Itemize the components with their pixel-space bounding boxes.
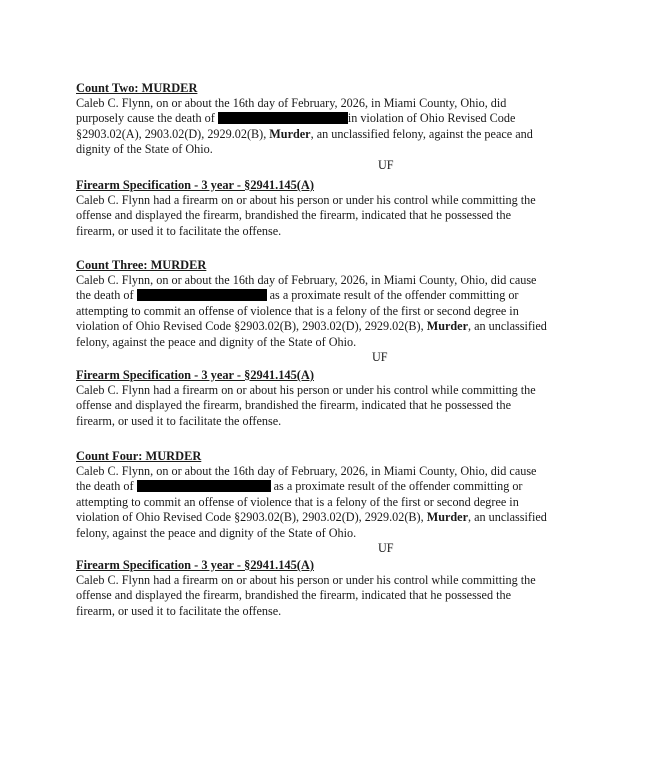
firearm-spec-four-line-1: Caleb C. Flynn had a firearm on or about his person or under his control while committing the xyxy=(76,573,536,587)
count-four-line-2 xyxy=(76,479,596,494)
firearm-spec-two-line-1: Caleb C. Flynn had a firearm on or about his person or under his control while committing the xyxy=(76,193,536,207)
count-four-line-2a: the death of xyxy=(76,479,134,494)
redaction-bar xyxy=(218,112,348,124)
firearm-spec-three-line-3: firearm, or used it to facilitate the offense. xyxy=(76,413,282,428)
firearm-spec-three-line-1: Caleb C. Flynn had a firearm on or about his person or under his control while committing the xyxy=(76,383,536,397)
count-three-uf: UF xyxy=(372,350,388,365)
count-two-heading: Count Two: MURDER xyxy=(76,81,198,95)
count-four-line-2b: as a proximate result of the offender committing or xyxy=(273,479,523,494)
count-three-line-4 xyxy=(76,319,596,334)
count-two-line-2a: purposely cause the death of xyxy=(76,111,215,126)
count-three-heading: Count Three: MURDER xyxy=(76,258,207,272)
firearm-spec-three-heading: Firearm Specification - 3 year - §2941.145(A) xyxy=(76,368,315,382)
count-two-uf: UF xyxy=(378,157,394,172)
firearm-spec-four-section xyxy=(76,557,596,619)
firearm-spec-two-line-2: offense and displayed the firearm, brandished the firearm, indicated that he possessed the xyxy=(76,208,511,223)
count-four-line-4a: violation of Ohio Revised Code §2903.02(B), 2903.02(D), 2929.02(B), xyxy=(76,510,424,525)
firearm-spec-two-line-3: firearm, or used it to facilitate the offense. xyxy=(76,223,282,238)
firearm-spec-four-line-3: firearm, or used it to facilitate the offense. xyxy=(76,603,282,618)
count-three-line-4a: violation of Ohio Revised Code §2903.02(B), 2903.02(D), 2929.02(B), xyxy=(76,319,424,334)
count-four-murder-bold: Murder xyxy=(426,510,468,525)
count-four-line-4 xyxy=(76,510,596,525)
count-four-line-4c: , an unclassified xyxy=(468,510,547,525)
count-four-section xyxy=(76,448,596,556)
count-four-line-5: felony, against the peace and dignity of the State of Ohio. xyxy=(76,525,357,540)
count-four-line-1: Caleb C. Flynn, on or about the 16th day of February, 2026, in Miami County, Ohio, did cause xyxy=(76,464,537,478)
count-three-line-5: felony, against the peace and dignity of the State of Ohio. xyxy=(76,334,357,349)
firearm-spec-three-line-2: offense and displayed the firearm, brandished the firearm, indicated that he possessed the xyxy=(76,398,511,413)
count-three-line-2a: the death of xyxy=(76,288,134,303)
firearm-spec-two-heading: Firearm Specification - 3 year - §2941.145(A) xyxy=(76,178,315,192)
count-two-murder-bold: Murder xyxy=(269,126,311,141)
redaction-bar xyxy=(137,289,267,301)
count-four-line-3: attempting to commit an offense of violence that is a felony of the first or second degree in xyxy=(76,494,519,509)
count-two-section xyxy=(76,80,596,173)
count-four-heading: Count Four: MURDER xyxy=(76,449,202,463)
redaction-bar xyxy=(137,480,271,492)
count-three-line-1: Caleb C. Flynn, on or about the 16th day of February, 2026, in Miami County, Ohio, did cause xyxy=(76,273,537,287)
firearm-spec-two-section xyxy=(76,177,596,239)
count-three-line-3: attempting to commit an offense of violence that is a felony of the first or second degree in xyxy=(76,303,519,318)
firearm-spec-four-heading: Firearm Specification - 3 year - §2941.145(A) xyxy=(76,558,315,572)
count-three-section xyxy=(76,257,596,365)
count-two-line-2b: in violation of Ohio Revised Code xyxy=(347,111,516,126)
count-three-line-4c: , an unclassified xyxy=(468,319,547,334)
count-three-line-2b: as a proximate result of the offender committing or xyxy=(269,288,519,303)
count-two-line-3a: §2903.02(A), 2903.02(D), 2929.02(B), xyxy=(76,126,267,141)
count-three-murder-bold: Murder xyxy=(426,319,468,334)
firearm-spec-four-line-2: offense and displayed the firearm, brandished the firearm, indicated that he possessed the xyxy=(76,588,511,603)
count-four-uf: UF xyxy=(378,541,394,556)
count-two-line-1: Caleb C. Flynn, on or about the 16th day of February, 2026, in Miami County, Ohio, did xyxy=(76,96,507,110)
count-three-line-2 xyxy=(76,288,596,303)
count-two-line-3c: , an unclassified felony, against the peace and xyxy=(310,126,533,141)
count-two-line-2 xyxy=(76,111,596,126)
count-two-line-4: dignity of the State of Ohio. xyxy=(76,142,213,157)
firearm-spec-three-section xyxy=(76,367,596,429)
count-two-line-3 xyxy=(76,127,596,142)
